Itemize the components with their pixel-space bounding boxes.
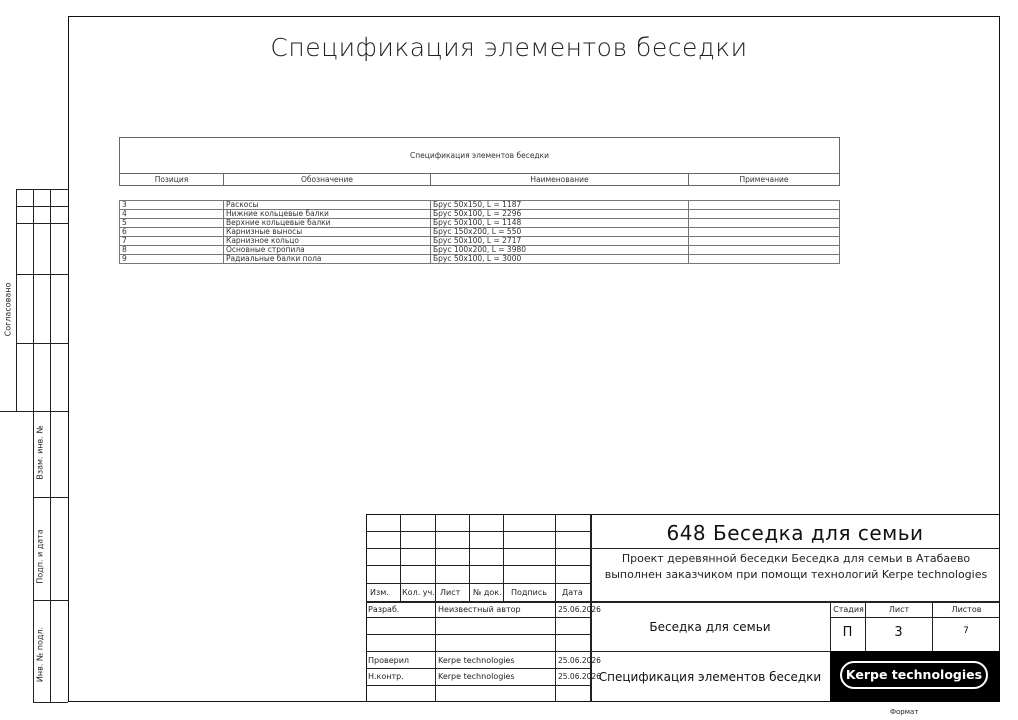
sheet-label: Лист	[888, 605, 910, 614]
spec-caption-box	[119, 137, 840, 174]
col-header-change: Изм.	[370, 588, 389, 597]
format-label: Формат	[890, 708, 919, 716]
row-designation: Радиальные балки пола	[224, 255, 431, 264]
developer-date: 25.06.2026	[558, 605, 601, 614]
sign-date-label: Подп. и дата	[35, 529, 45, 584]
stage-value: П	[842, 625, 853, 640]
stage-label: Стадия	[833, 605, 864, 614]
sheets-label: Листов	[951, 605, 982, 614]
logo-text: Kerpe technologies	[840, 661, 988, 689]
row-position: 9	[120, 255, 224, 264]
row-position: 5	[120, 219, 224, 228]
row-item: Брус 50x100, L = 2717	[431, 237, 689, 246]
row-item: Брус 50x100, L = 3000	[431, 255, 689, 264]
row-item: Брус 50x150, L = 1187	[431, 201, 689, 210]
row-designation: Нижние кольцевые балки	[224, 210, 431, 219]
header-name: Наименование	[431, 174, 689, 186]
header-position: Позиция	[120, 174, 224, 186]
spec-caption: Спецификация элементов беседки	[409, 151, 550, 160]
inv-orig-label: Инв. № подл.	[35, 626, 45, 683]
row-note	[689, 210, 840, 219]
col-header-signature: Подпись	[511, 588, 547, 597]
checked-date: 25.06.2026	[558, 656, 601, 665]
row-designation: Карнизные выносы	[224, 228, 431, 237]
row-item: Брус 150x200, L = 550	[431, 228, 689, 237]
object-name: Беседка для семьи	[649, 620, 771, 634]
row-position: 3	[120, 201, 224, 210]
row-item: Брус 100x200, L = 3980	[431, 246, 689, 255]
row-note	[689, 255, 840, 264]
drawing-title: Спецификация элементов беседки	[270, 33, 748, 62]
header-note: Примечание	[689, 174, 840, 186]
sheets-value: 7	[963, 626, 969, 636]
row-item: Брус 50x100, L = 2296	[431, 210, 689, 219]
col-header-count: Кол. уч.	[402, 588, 435, 597]
row-designation: Карнизное кольцо	[224, 237, 431, 246]
row-designation: Раскосы	[224, 201, 431, 210]
spec-header	[119, 173, 840, 186]
norm-control-date: 25.06.2026	[558, 672, 601, 681]
norm-control-name: Kerpe technologies	[438, 672, 515, 681]
row-position: 7	[120, 237, 224, 246]
row-note	[689, 201, 840, 210]
company-logo	[830, 651, 1000, 702]
row-item: Брус 50x100, L = 1148	[431, 219, 689, 228]
row-note	[689, 219, 840, 228]
developer-name: Неизвестный автор	[438, 605, 521, 614]
sheet-name: Спецификация элементов беседки	[598, 670, 822, 684]
row-position: 6	[120, 228, 224, 237]
row-position: 8	[120, 246, 224, 255]
row-note	[689, 228, 840, 237]
sheet-value: 3	[894, 625, 903, 640]
norm-control-label: Н.контр.	[368, 672, 404, 681]
project-description: Проект деревянной беседки Беседка для семьи в Атабаево выполнен заказчиком при помощи технологий Kerpe technologies	[604, 552, 988, 581]
table-row	[120, 255, 840, 264]
row-note	[689, 246, 840, 255]
agreed-label: Согласовано	[3, 282, 13, 337]
col-header-sheet: Лист	[440, 588, 461, 597]
checked-label: Проверил	[368, 656, 410, 665]
col-header-doc: № док.	[473, 588, 502, 597]
spec-table	[119, 200, 840, 264]
side-stamp	[0, 0, 68, 720]
row-note	[689, 237, 840, 246]
checked-name: Kerpe technologies	[438, 656, 515, 665]
developer-label: Разраб.	[368, 605, 400, 614]
row-position: 4	[120, 210, 224, 219]
row-designation: Верхние кольцевые балки	[224, 219, 431, 228]
header-designation: Обозначение	[224, 174, 431, 186]
project-title: 648 Беседка для семьи	[666, 521, 924, 545]
inv-replace-label: Взам. инв. №	[35, 425, 45, 480]
col-header-date: Дата	[562, 588, 583, 597]
row-designation: Основные стропила	[224, 246, 431, 255]
